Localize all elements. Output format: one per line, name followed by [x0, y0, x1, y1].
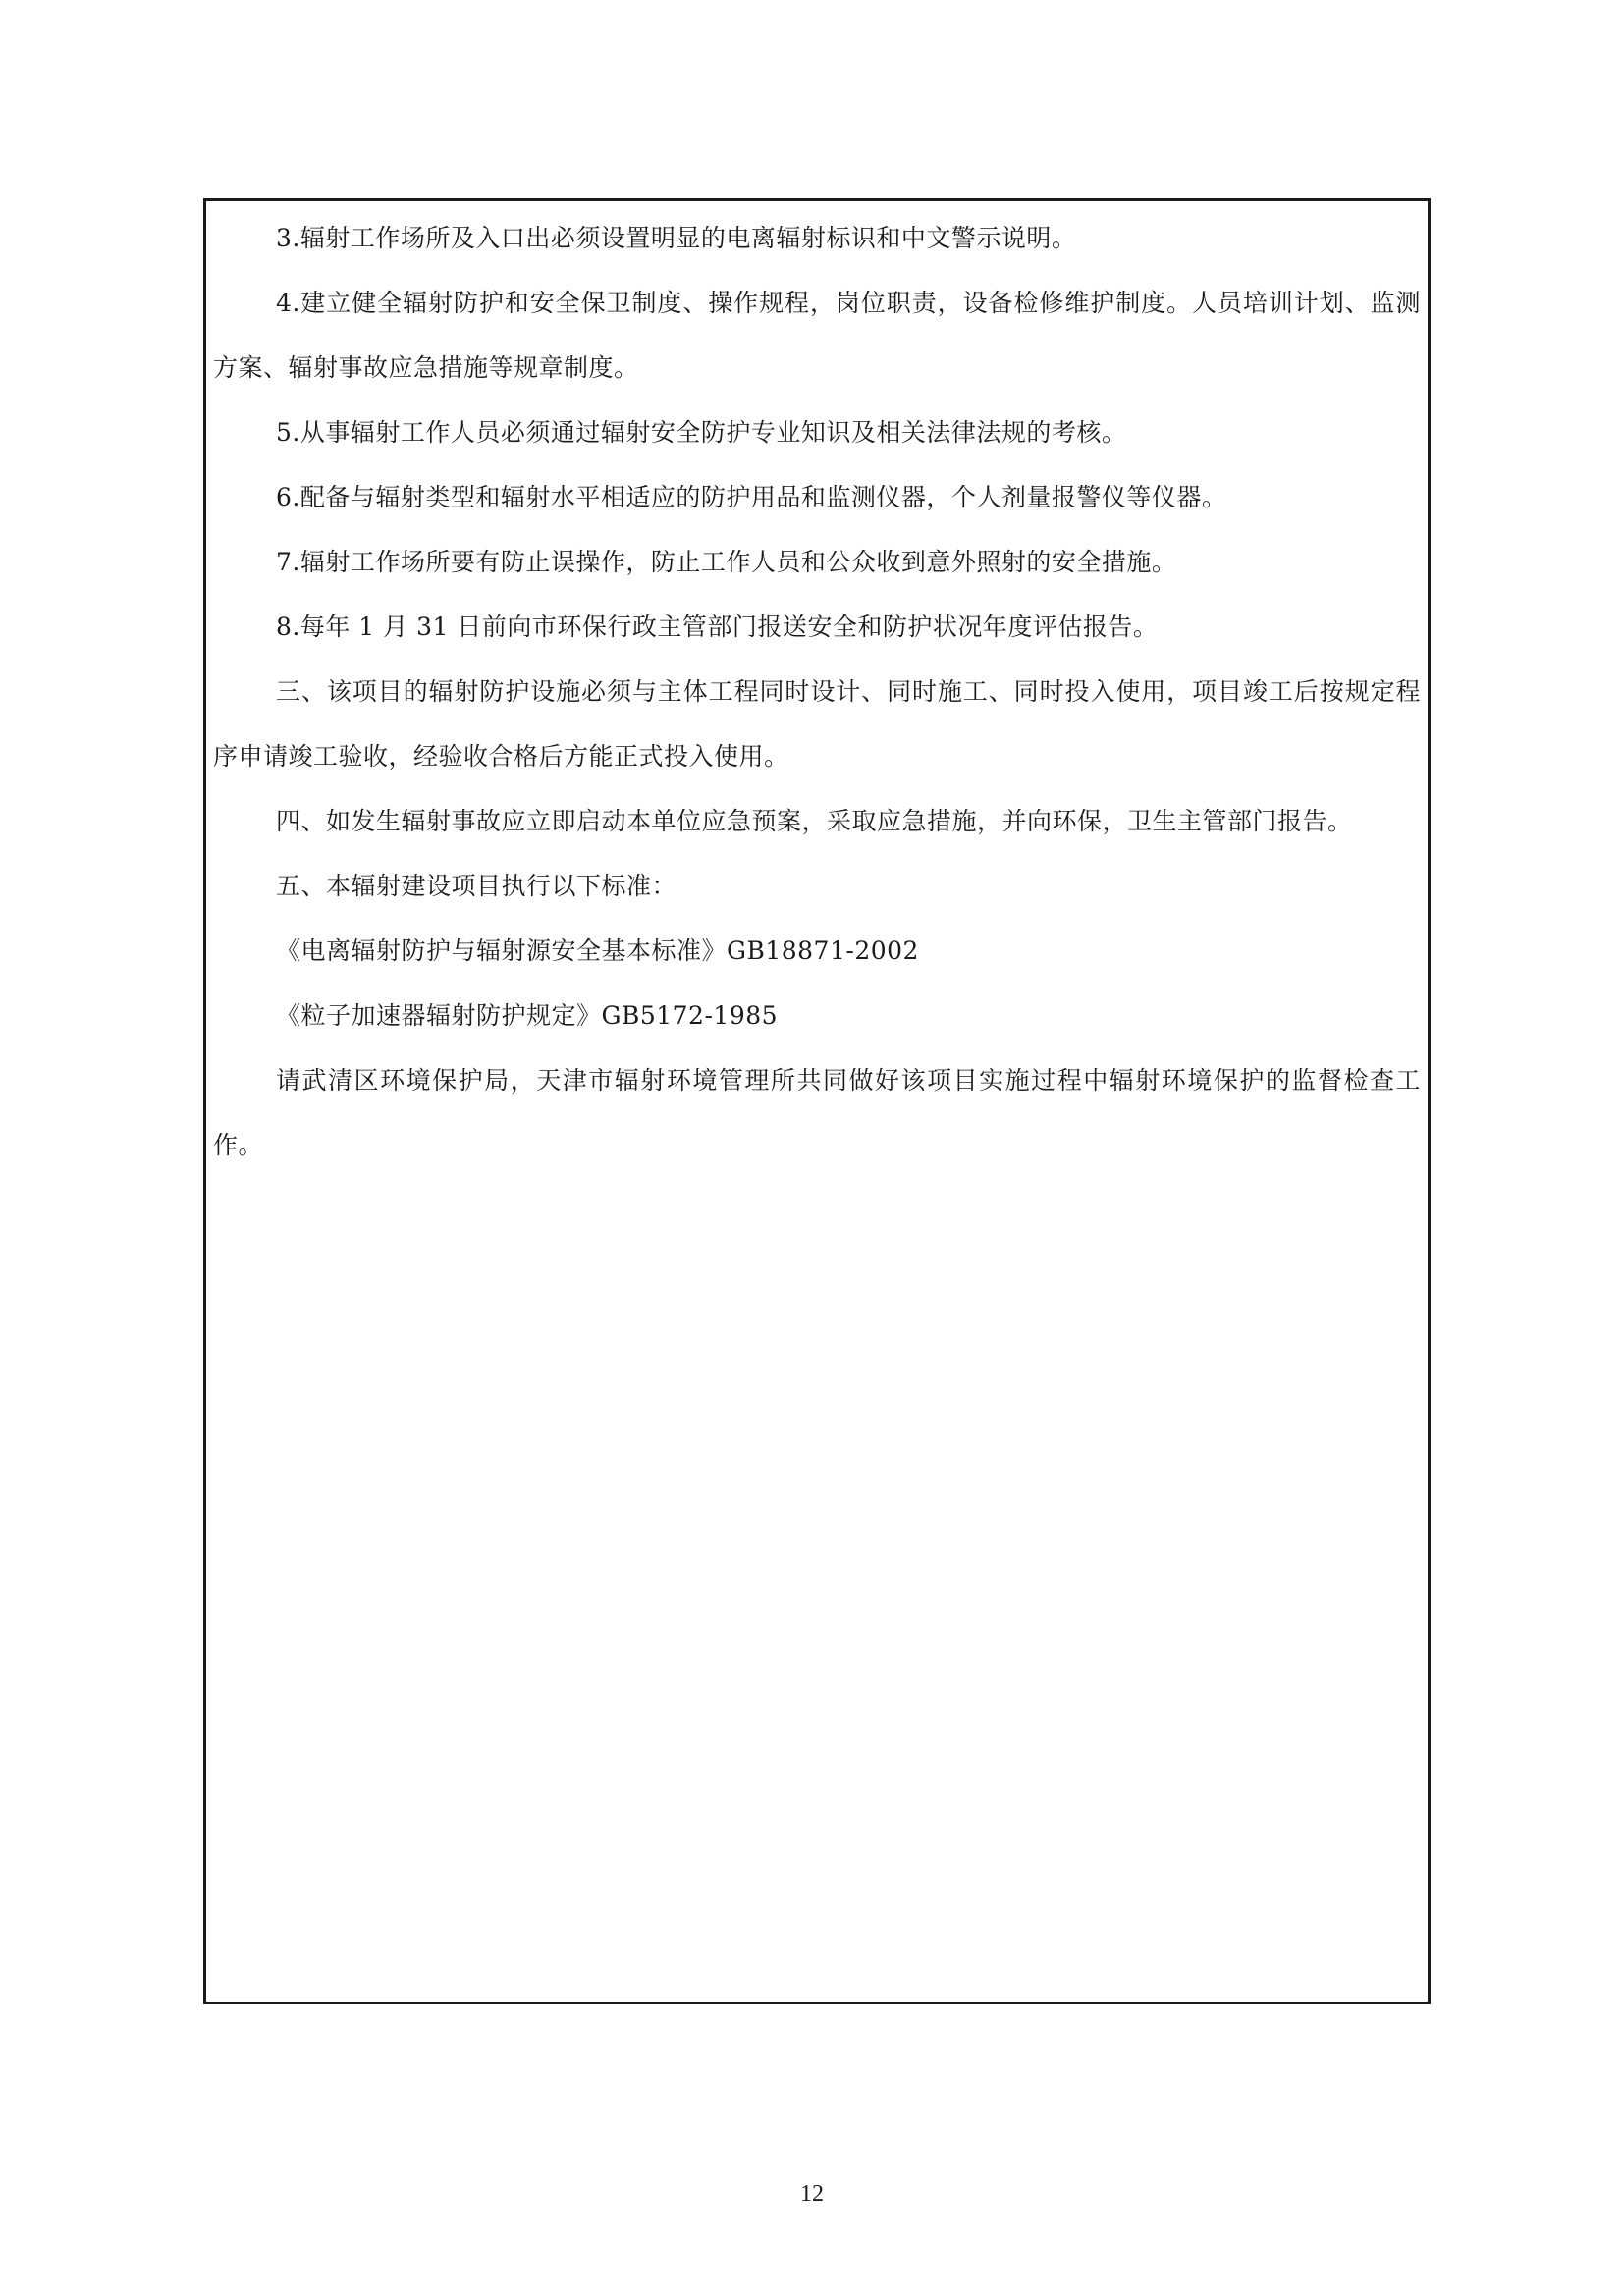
page-number: 12	[800, 2181, 824, 2207]
paragraph-item-4: 4.建立健全辐射防护和安全保卫制度、操作规程，岗位职责，设备检修维护制度。人员培训计划、监测方案、辐射事故应急措施等规章制度。	[213, 289, 1421, 382]
paragraph-item-5: 5.从事辐射工作人员必须通过辐射安全防护专业知识及相关法律法规的考核。	[276, 418, 1127, 447]
paragraph-section-5: 五、本辐射建设项目执行以下标准：	[276, 872, 677, 900]
paragraph-item-8: 8.每年 1 月 31 日前向市环保行政主管部门报送安全和防护状况年度评估报告。	[276, 613, 1159, 641]
paragraph-item-7: 7.辐射工作场所要有防止误操作，防止工作人员和公众收到意外照射的安全措施。	[276, 548, 1177, 576]
paragraph-closing: 请武清区环境保护局，天津市辐射环境管理所共同做好该项目实施过程中辐射环境保护的监督检查工作。	[213, 1066, 1421, 1159]
paragraph-item-6: 6.配备与辐射类型和辐射水平相适应的防护用品和监测仪器，个人剂量报警仪等仪器。	[276, 483, 1227, 511]
standard-item-2: 《粒子加速器辐射防护规定》GB5172-1985	[276, 1001, 779, 1030]
paragraph-section-4: 四、如发生辐射事故应立即启动本单位应急预案，采取应急措施，并向环保，卫生主管部门报告。	[276, 807, 1353, 835]
paragraph-item-3: 3.辐射工作场所及入口出必须设置明显的电离辐射标识和中文警示说明。	[276, 224, 1077, 252]
document-body	[213, 206, 1421, 1178]
standard-item-1: 《电离辐射防护与辐射源安全基本标准》GB18871-2002	[276, 936, 919, 965]
paragraph-section-3: 三、该项目的辐射防护设施必须与主体工程同时设计、同时施工、同时投入使用，项目竣工后按规定程序申请竣工验收，经验收合格后方能正式投入使用。	[213, 677, 1421, 771]
